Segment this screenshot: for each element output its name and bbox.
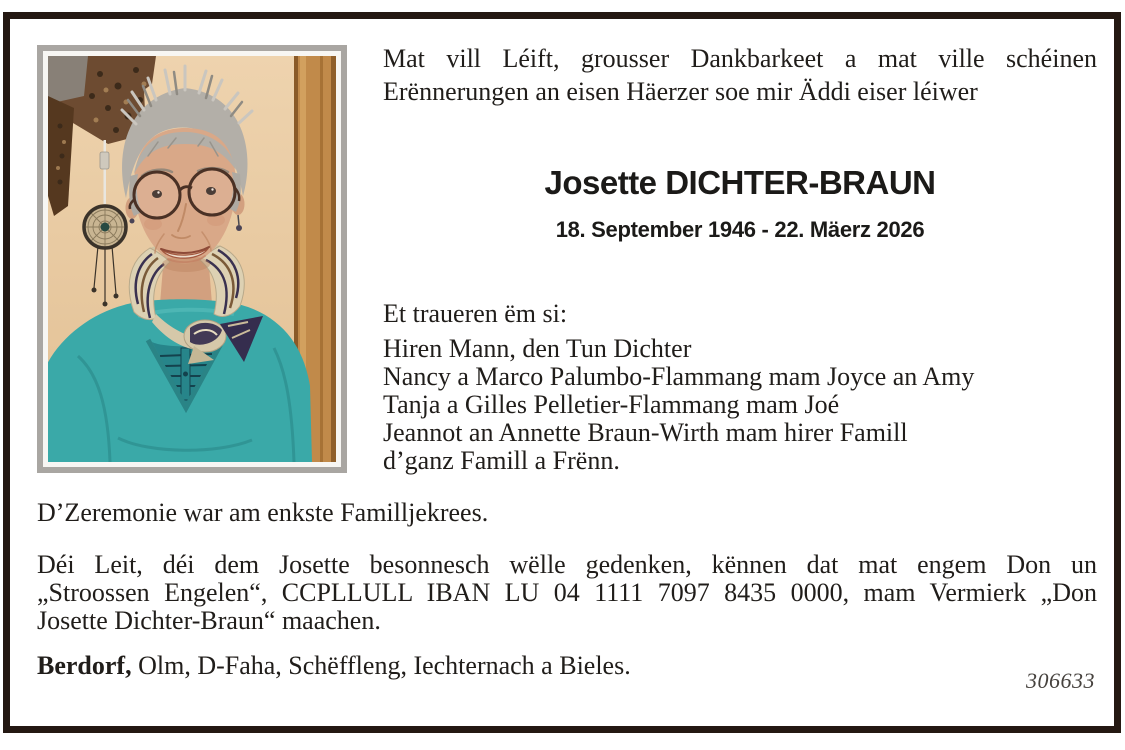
mourner-line: Tanja a Gilles Pelletier-Flammang mam Joé	[383, 390, 840, 419]
intro-line: Mat vill Léift, grousser Dankbarkeet a mat ville schéinen	[383, 44, 1097, 73]
mourners-header: Et traueren ëm si:	[383, 299, 568, 328]
mourner-line: Nancy a Marco Palumbo-Flammang mam Joyce an Amy	[383, 362, 975, 391]
donation-line: Josette Dichter-Braun“ maachen.	[37, 606, 381, 635]
deceased-name: Josette DICHTER-BRAUN	[544, 164, 936, 201]
portrait-photo-matte	[43, 51, 341, 467]
places-bold: Berdorf,	[37, 651, 132, 680]
mourner-line: Hiren Mann, den Tun Dichter	[383, 334, 692, 363]
mourner-line: Jeannot an Annette Braun-Wirth mam hirer Famill	[383, 418, 908, 447]
intro-line: Erënnerungen an eisen Häerzer soe mir Äddi eiser léiwer	[383, 77, 978, 106]
portrait-photo-frame	[37, 45, 347, 473]
places-rest: Olm, D-Faha, Schëffleng, Iechternach a Bieles.	[138, 651, 631, 680]
donation-paragraph	[37, 551, 1097, 635]
donation-line: Déi Leit, déi dem Josette besonnesch wëlle gedenken, kënnen dat mat engem Don un	[37, 550, 1097, 579]
intro-paragraph	[383, 42, 1097, 108]
life-dates: 18. September 1946 - 22. Mäerz 2026	[555, 217, 925, 242]
reference-number: 306633	[1026, 668, 1095, 693]
mourner-line: d’ganz Famill a Frënn.	[383, 446, 620, 475]
donation-line: „Stroossen Engelen“, CCPLLULL IBAN LU 04 1111 7097 8435 0000, mam Vermierk „Don	[37, 578, 1097, 607]
portrait-photo-illustration	[48, 56, 336, 462]
mourners-section	[383, 300, 1097, 475]
ceremony-line: D’Zeremonie war am enkste Familljekrees.	[37, 498, 489, 527]
